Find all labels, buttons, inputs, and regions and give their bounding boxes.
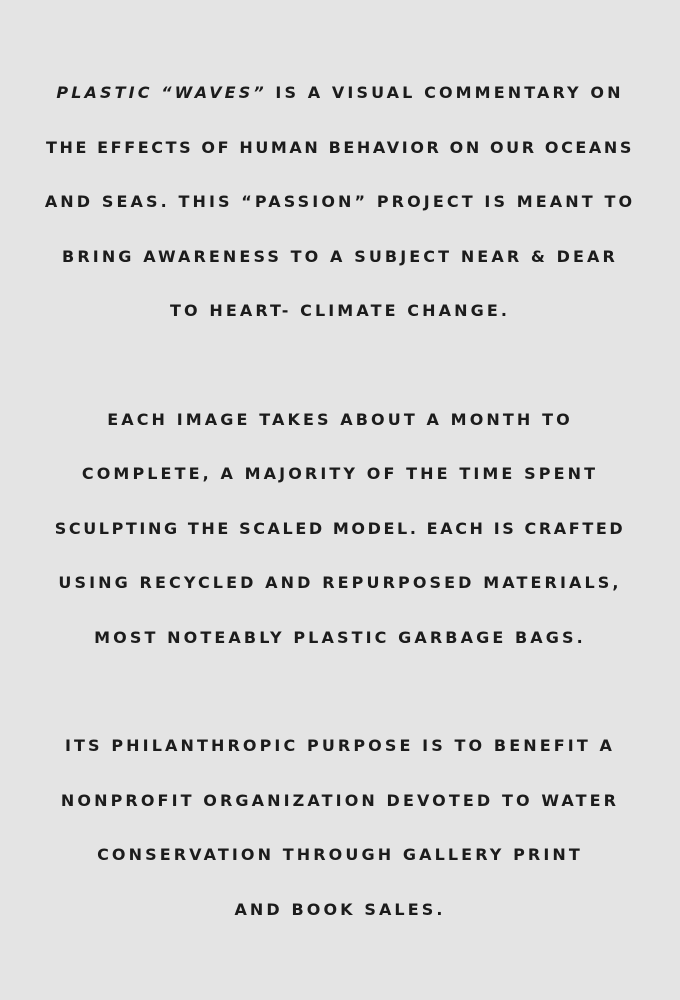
artist-statement [0, 66, 680, 991]
statement-line: CONSERVATION THROUGH GALLERY PRINT [97, 845, 583, 864]
paragraph-purpose [0, 719, 680, 937]
statement-line: AND SEAS. THIS “PASSION” PROJECT IS MEANT TO [44, 192, 636, 211]
statement-line: BRING AWARENESS TO A SUBJECT NEAR & DEAR [62, 246, 618, 266]
statement-line: USING RECYCLED AND REPURPOSED MATERIALS, [58, 573, 622, 592]
project-title: PLASTIC “WAVES” [56, 83, 267, 102]
statement-line: SCULPTING THE SCALED MODEL. EACH IS CRAFTED [54, 518, 626, 538]
statement-line: ITS PHILANTHROPIC PURPOSE IS TO BENEFIT A [64, 736, 616, 755]
statement-line: EACH IMAGE TAKES ABOUT A MONTH TO [107, 409, 573, 429]
statement-line [0, 66, 680, 121]
statement-line: MOST NOTEABLY PLASTIC GARBAGE BAGS. [94, 627, 586, 647]
statement-line: TO HEART- CLIMATE CHANGE. [169, 301, 511, 320]
statement-line: COMPLETE, A MAJORITY OF THE TIME SPENT [81, 464, 599, 483]
paragraph-intro [0, 66, 680, 339]
paragraph-process [0, 393, 680, 666]
statement-line: AND BOOK SALES. [234, 899, 446, 919]
statement-line-text: IS A VISUAL COMMENTARY ON [266, 83, 624, 102]
statement-line: NONPROFIT ORGANIZATION DEVOTED TO WATER [60, 790, 620, 810]
statement-line: THE EFFECTS OF HUMAN BEHAVIOR ON OUR OCEANS [45, 137, 635, 157]
